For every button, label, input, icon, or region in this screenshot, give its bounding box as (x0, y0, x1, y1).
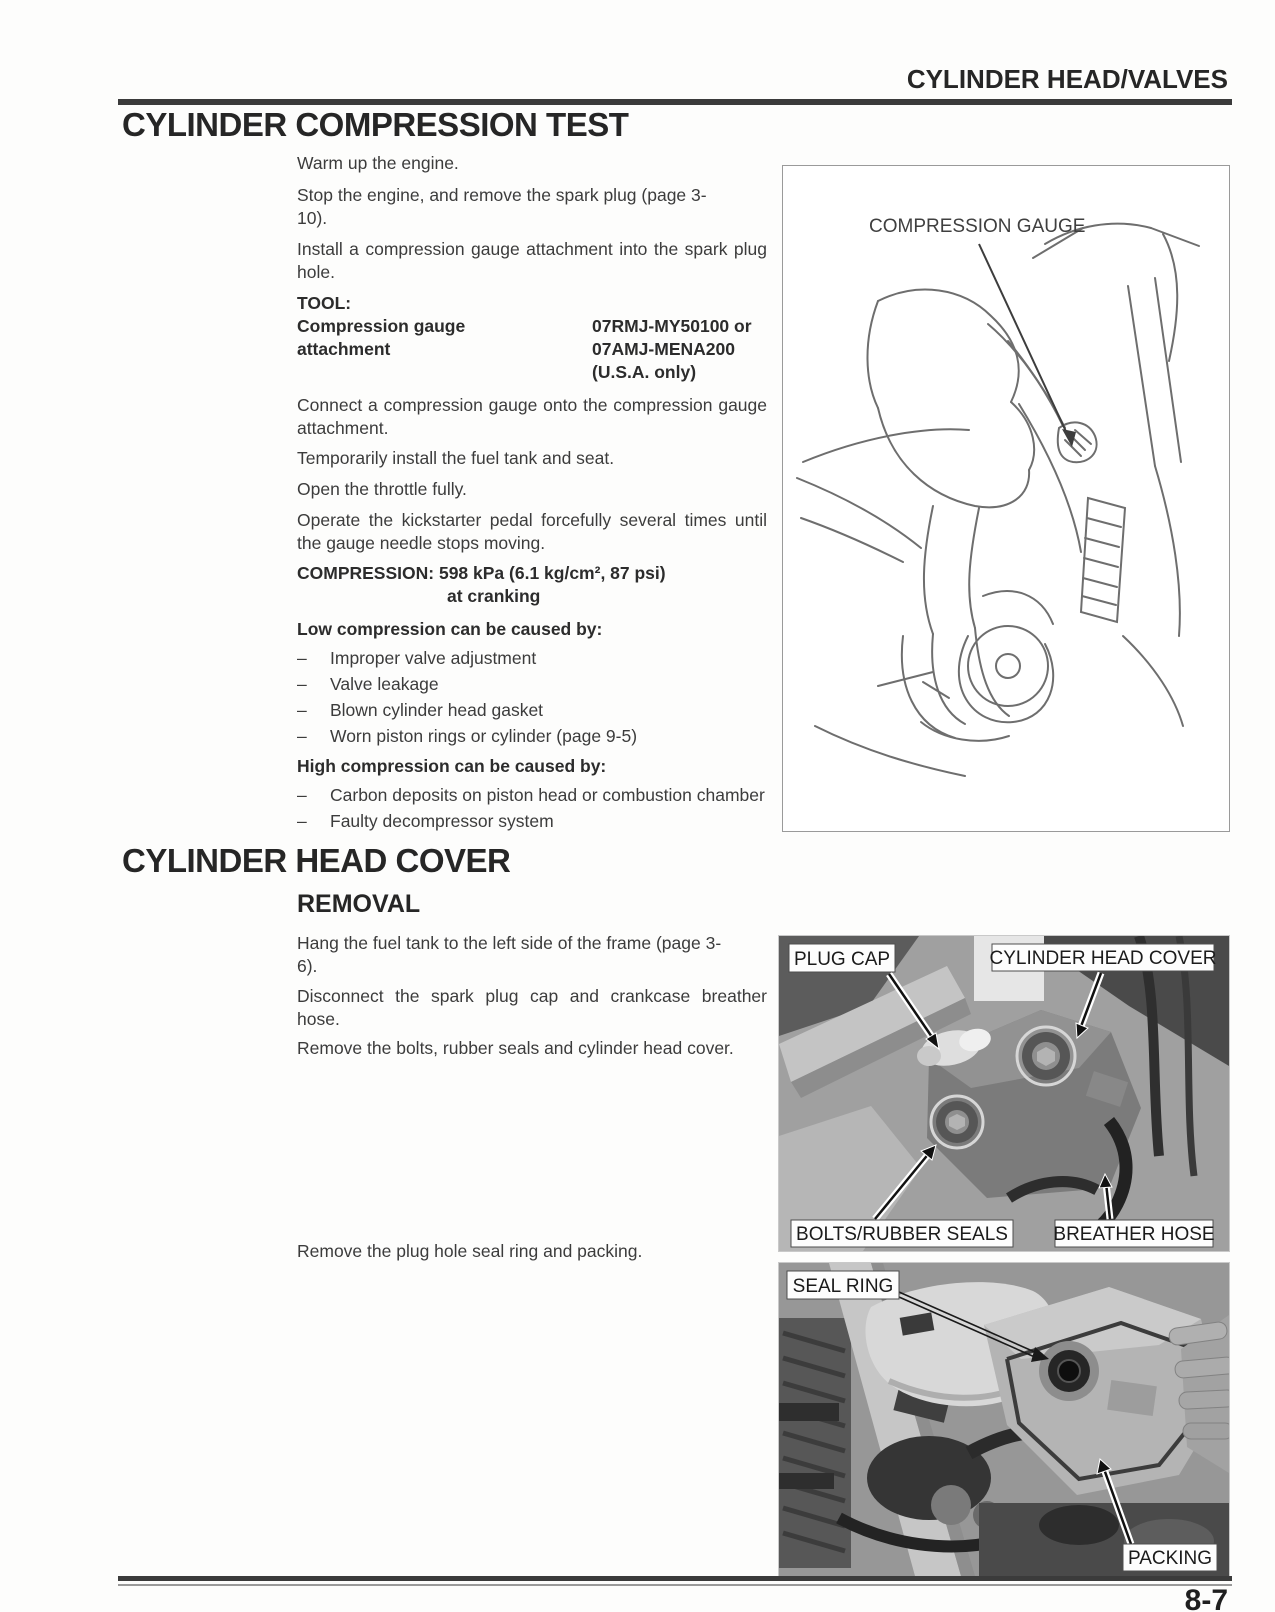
low-compression-list (297, 645, 767, 749)
paragraph: Connect a compression gauge onto the compression gauge attachment. (297, 395, 767, 438)
paragraph: Open the throttle fully. (297, 479, 467, 499)
list-item: – Carbon deposits on piston head or combustion chamber (297, 785, 765, 805)
list-item: – Worn piston rings or cylinder (page 9-5) (297, 726, 638, 746)
paragraph: Remove the plug hole seal ring and packing. (297, 1241, 643, 1261)
section-title-compression-test: CYLINDER COMPRESSION TEST (122, 106, 629, 143)
low-compression-heading: Low compression can be caused by: (297, 619, 603, 639)
paragraph: Hang the fuel tank to the left side of the frame (page 3-6). (297, 933, 722, 976)
figure-label: COMPRESSION GAUGE (869, 216, 1086, 237)
seal-ring-photo (779, 1263, 1229, 1576)
compression-spec: COMPRESSION: 598 kPa (6.1 kg/cm², 87 psi) at cranking (297, 563, 666, 606)
tool-label: TOOL: (297, 293, 352, 313)
section-title-head-cover: CYLINDER HEAD COVER (122, 842, 511, 879)
tool-table (297, 315, 767, 385)
label-seal-ring: SEAL RING (792, 1276, 894, 1297)
callout-compression-gauge (869, 216, 1085, 447)
label-cylinder-head-cover: CYLINDER HEAD COVER (989, 948, 1217, 969)
list-item: – Faulty decompressor system (297, 811, 554, 831)
list-item: – Valve leakage (297, 674, 439, 694)
line-drawing-kickstart (783, 166, 1229, 831)
list-item: – Blown cylinder head gasket (297, 700, 544, 720)
paragraph: Operate the kickstarter pedal forcefully several times until the gauge needle stops moving. (297, 510, 767, 553)
figure-seal-ring-photo (778, 1262, 1230, 1577)
running-header: CYLINDER HEAD/VALVES (906, 64, 1228, 94)
seal-ring-shape (1058, 1360, 1080, 1382)
paragraph: Install a compression gauge attachment into the spark plug hole. (297, 239, 767, 282)
paragraph: Stop the engine, and remove the spark plug (page 3-10). (297, 185, 707, 228)
footer-rule-thin (118, 1584, 1232, 1586)
header-rule (118, 99, 1232, 105)
tool-name: Compression gauge attachment (297, 316, 466, 359)
motorcycle-rider-sketch (797, 224, 1199, 776)
bolt-recess-upper (1017, 1027, 1075, 1085)
label-plug-cap: PLUG CAP (793, 949, 891, 970)
list-item: – Improper valve adjustment (297, 648, 537, 668)
paragraph: Disconnect the spark plug cap and crankcase breather hose. (297, 986, 767, 1029)
tool-part-number: 07RMJ-MY50100 or 07AMJ-MENA200 (U.S.A. only) (592, 316, 752, 382)
figure-head-cover-photo (778, 935, 1230, 1252)
label-breather-hose: BREATHER HOSE (1053, 1224, 1215, 1245)
radiator-shape (779, 1318, 851, 1568)
label-packing: PACKING (1127, 1548, 1213, 1569)
head-cover-photo (779, 936, 1229, 1251)
figure-compression-gauge (782, 165, 1230, 832)
bolt-recess-lower (931, 1096, 983, 1148)
paragraph: Temporarily install the fuel tank and seat. (297, 448, 615, 468)
page-number: 8-7 (1184, 1584, 1228, 1612)
paragraph: Warm up the engine. (297, 153, 459, 173)
high-compression-heading: High compression can be caused by: (297, 756, 607, 776)
paragraph: Remove the bolts, rubber seals and cylinder head cover. (297, 1038, 734, 1058)
high-compression-list (297, 782, 767, 834)
subsection-title-removal: REMOVAL (297, 890, 421, 918)
leader-line (979, 244, 1069, 438)
label-bolts-rubber-seals: BOLTS/RUBBER SEALS (796, 1224, 1008, 1245)
footer-rule (118, 1576, 1232, 1581)
